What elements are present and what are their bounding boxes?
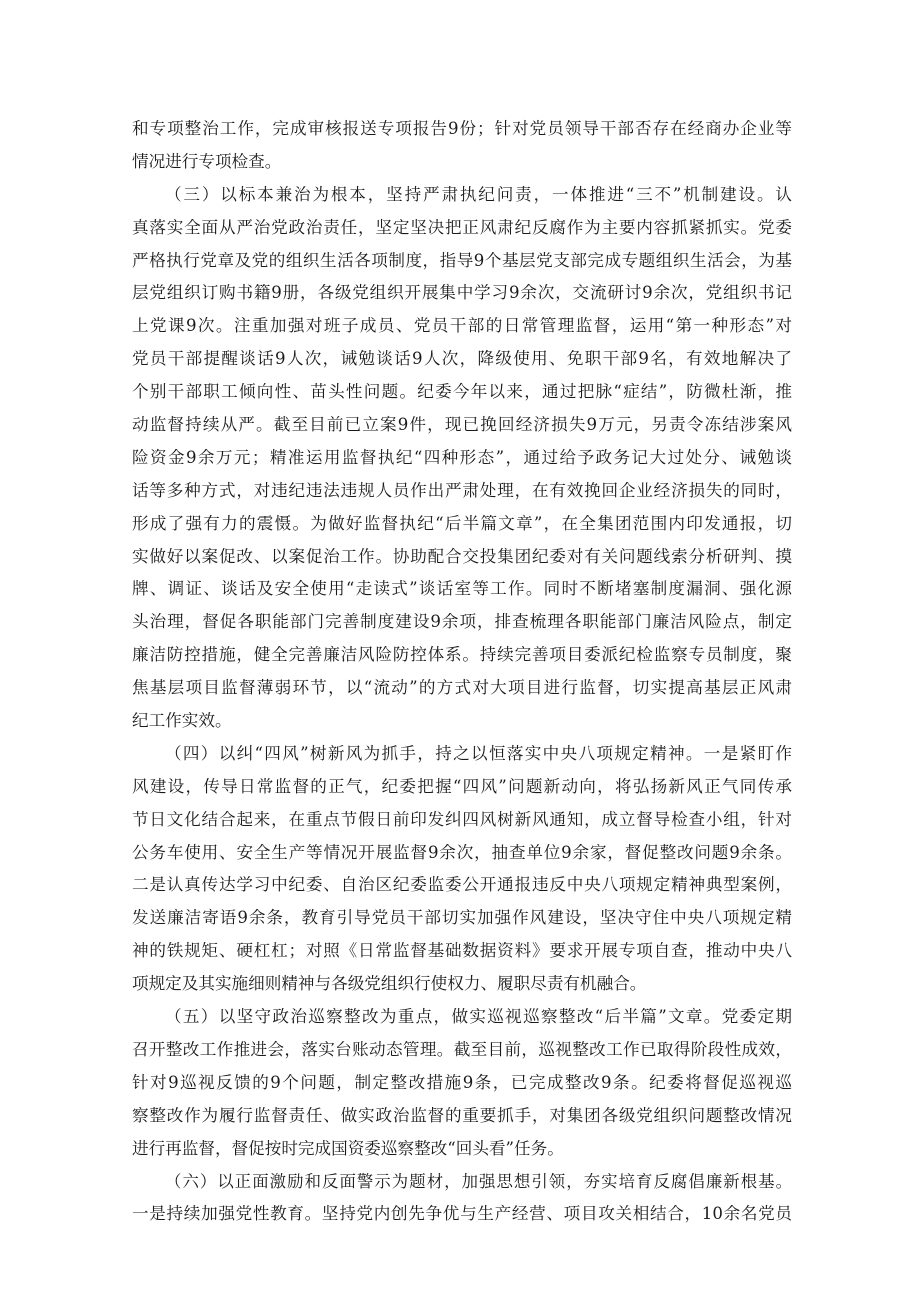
text-line: 节日文化结合起来，在重点节假日前印发纠四风树新风通知，成立督导检查小组，针对 (132, 809, 792, 829)
text-line: 焦基层项目监督薄弱环节，以“流动”的方式对大项目进行监督，切实提高基层正风肃 (132, 678, 792, 698)
text-line: 二是认真传达学习中纪委、自治区纪委监委公开通报违反中央八项规定精神典型案例， (132, 875, 792, 895)
text-line: 风建设，传导日常监督的正气，纪委把握“四风”问题新动向，将弘扬新风正气同传承 (132, 776, 792, 796)
text-line: 形成了强有力的震慑。为做好监督执纪“后半篇文章”，在全集团范围内印发通报，切 (132, 513, 792, 533)
text-line: 察整改作为履行监督责任、做实政治监督的重要抓手，对集团各级党组织问题整改情况 (132, 1105, 792, 1125)
text-line: 情况进行专项检查。 (132, 151, 282, 171)
text-line: （六）以正面激励和反面警示为题材，加强思想引领，夯实培育反腐倡廉新根基。 (165, 1171, 792, 1191)
text-line: 廉洁防控措施，健全完善廉洁风险防控体系。持续完善项目委派纪检监察专员制度，聚 (132, 645, 792, 665)
document-body (132, 113, 792, 1231)
text-line: 牌、调证、谈话及安全使用“走读式”谈话室等工作。同时不断堵塞制度漏洞、强化源 (132, 579, 792, 599)
text-line: 险资金9余万元；精准运用监督执纪“四种形态”，通过给予政务记大过处分、诫勉谈 (132, 447, 792, 467)
text-line: 党员干部提醒谈话9人次，诫勉谈话9人次，降级使用、免职干部9名，有效地解决了 (132, 349, 792, 369)
text-line: 实做好以案促改、以案促治工作。协助配合交投集团纪委对有关问题线索分析研判、摸 (132, 546, 792, 566)
text-line: 层党组织订购书籍9册，各级党组织开展集中学习9余次，交流研讨9余次，党组织书记 (132, 283, 792, 303)
text-line: 纪工作实效。 (132, 711, 232, 731)
text-line: （三）以标本兼治为根本，坚持严肃执纪问责，一体推进“三不”机制建设。认 (165, 184, 792, 204)
text-line: 和专项整治工作，完成审核报送专项报告9份；针对党员领导干部否存在经商办企业等 (132, 119, 792, 138)
text-line: 个别干部职工倾向性、苗头性问题。纪委今年以来，通过把脉“症结”，防微杜渐，推 (132, 382, 792, 402)
text-line: 话等多种方式，对违纪违法违规人员作出严肃处理，在有效挽回企业经济损失的同时， (132, 480, 792, 500)
text-line: 发送廉洁寄语9余条，教育引导党员干部切实加强作风建设，坚决守住中央八项规定精 (132, 908, 792, 928)
text-line: 召开整改工作推进会，落实台账动态管理。截至目前，巡视整改工作已取得阶段性成效， (132, 1039, 792, 1059)
text-line: 动监督持续从严。截至目前已立案9件，现已挽回经济损失9万元，另责令冻结涉案风 (132, 415, 792, 435)
text-line: 头治理，督促各职能部门完善制度建设9余项，排查梳理各职能部门廉洁风险点，制定 (132, 612, 792, 632)
text-line: （五）以坚守政治巡察整改为重点，做实巡视巡察整改“后半篇”文章。党委定期 (165, 1007, 792, 1027)
text-line: （四）以纠“四风”树新风为抓手，持之以恒落实中央八项规定精神。一是紧盯作 (165, 743, 792, 763)
text-line: 进行再监督，督促按时完成国资委巡察整改“回头看”任务。 (132, 1138, 564, 1158)
text-line: 上党课9次。注重加强对班子成员、党员干部的日常管理监督，运用“第一种形态”对 (132, 316, 792, 336)
text-line: 真落实全面从严治党政治责任，坚定坚决把正风肃纪反腐作为主要内容抓紧抓实。党委 (132, 217, 792, 237)
text-line: 神的铁规矩、硬杠杠；对照《日常监督基础数据资料》要求开展专项自查，推动中央八 (132, 941, 792, 961)
text-line: 针对9巡视反馈的9个问题，制定整改措施9条，已完成整改9条。纪委将督促巡视巡 (132, 1072, 792, 1092)
text-line: 严格执行党章及党的组织生活各项制度，指导9个基层党支部完成专题组织生活会，为基 (132, 250, 792, 270)
text-line: 项规定及其实施细则精神与各级党组织行使权力、履职尽责有机融合。 (132, 974, 647, 994)
text-line: 公务车使用、安全生产等情况开展监督9余次，抽查单位9余家，督促整改问题9余条。 (132, 842, 792, 862)
text-line: 一是持续加强党性教育。坚持党内创先争优与生产经营、项目攻关相结合，10余名党员 (132, 1204, 792, 1224)
